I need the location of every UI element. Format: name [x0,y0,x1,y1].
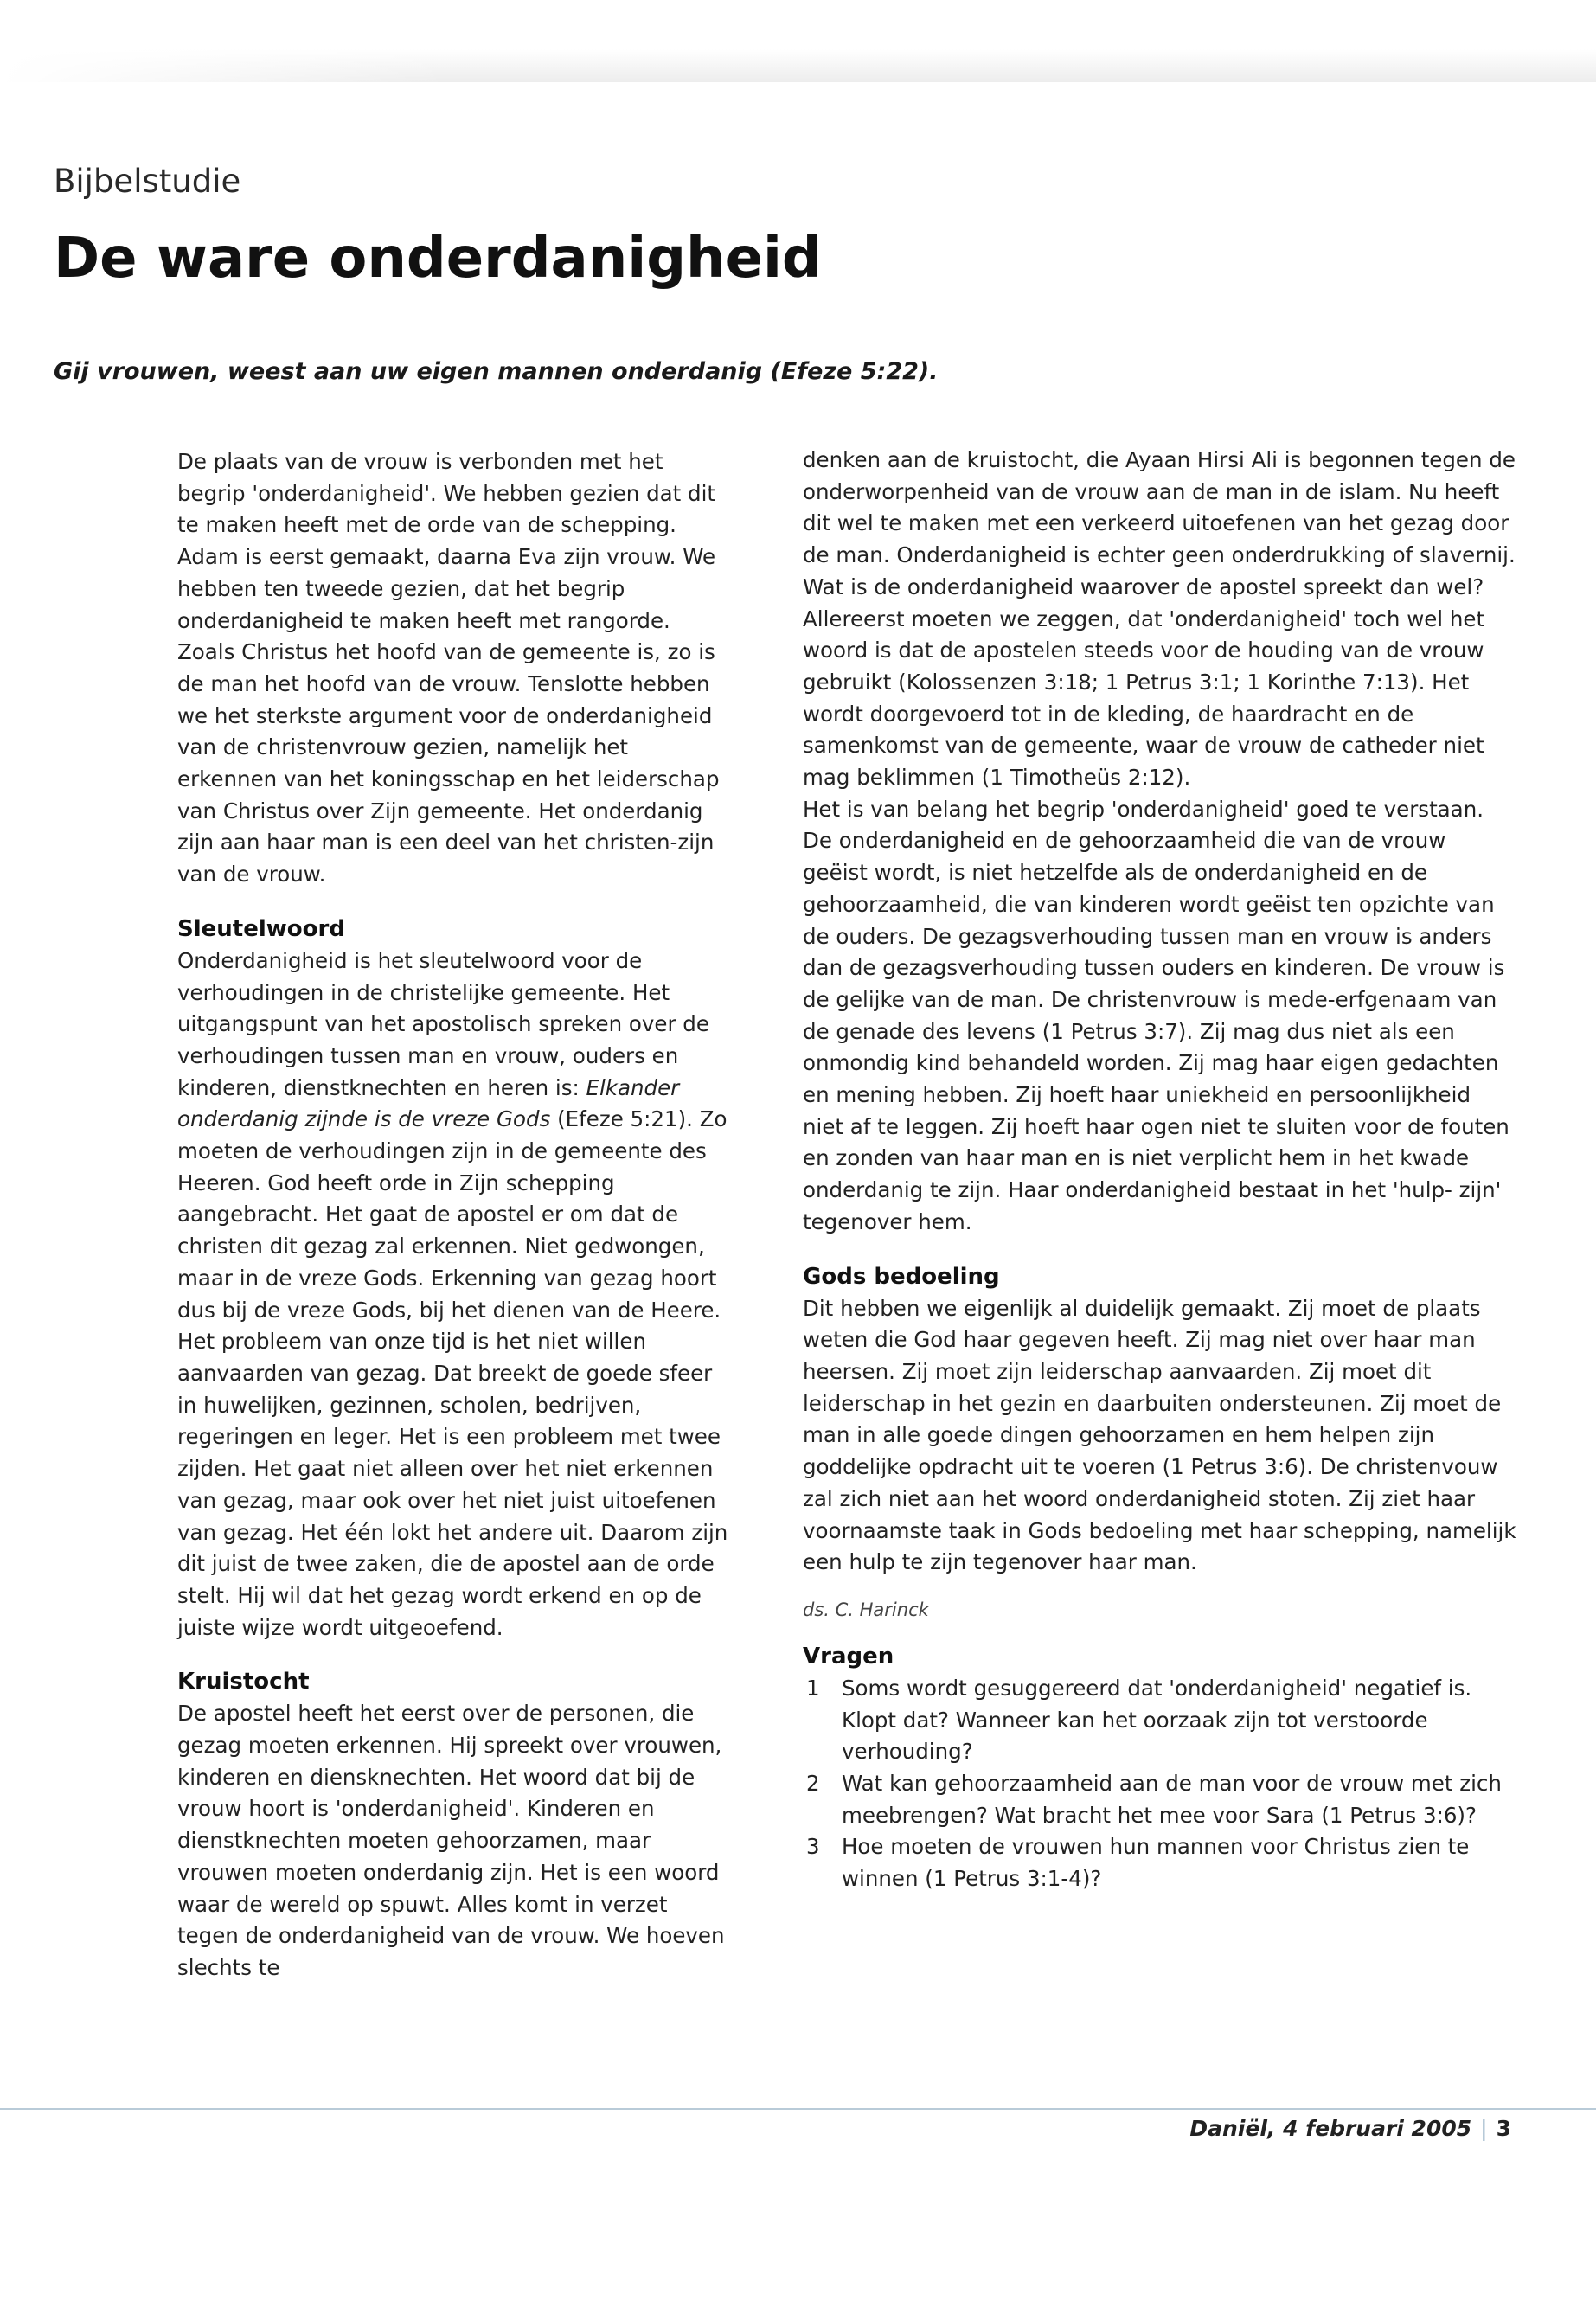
footer-publication: Daniël, 4 februari 2005 [1189,2116,1472,2141]
questions-list [803,1673,1516,1895]
left-column [177,446,731,1984]
sleutelwoord-paragraph [177,945,731,1644]
question-number: 1 [806,1675,820,1701]
sleutelwoord-text-2: (Efeze 5:21). Zo moeten de verhoudingen zijn in de gemeente des Heeren. God heeft orde in Zijn schepping aangebracht. Het gaat de apostel er om dat de christen dit gezag zal erkennen. Niet gedwongen, maar in de vreze Gods. Erkenning van gezag hoort dus bij de vreze Gods, bij het dienen van de Heere. Het probleem van onze tijd is het niet willen aanvaarden van gezag. Dat breekt de goede sfeer in huwelijken, gezinnen, scholen, bedrijven, regeringen en leger. Het is een probleem met twee zijden. Het gaat niet alleen over het niet erkennen van gezag, maar ook over het niet juist uitoefenen van gezag. Het één lokt het andere uit. Daarom zijn dit juist de twee zaken, die de apostel aan de orde stelt. Hij wil dat het gezag wordt erkend en op de juiste wijze wordt uitgeoefend. [177,1106,728,1640]
right-column [803,445,1516,1895]
question-number: 2 [806,1771,820,1797]
footer-separator: | [1480,2116,1488,2141]
kruistocht-paragraph-right-1: denken aan de kruistocht, die Ayaan Hirsi Ali is begonnen tegen de onderworpenheid van de vrouw aan de man in de islam. Nu heeft dit wel te maken met een verkeerd uitoefenen van het gezag door de man. Onderdanigheid is echter geen onderdrukking of slavernij. Wat is de onderdanigheid waarover de apostel spreekt dan wel? Allereerst moeten we zeggen, dat 'onderdanigheid' toch wel het woord is dat de apostelen steeds voor de houding van de vrouw gebruikt (Kolossenzen 3:18; 1 Petrus 3:1; 1 Korinthe 7:13). Het wordt doorgevoerd tot in de kleding, de haardracht en de samenkomst van de gemeente, waar de vrouw de catheder niet mag beklimmen (1 Timotheüs 2:12). [803,447,1516,791]
heading-kruistocht: Kruistocht [177,1669,310,1695]
section-label: Bijbelstudie [54,163,241,200]
question-item [803,1768,1516,1831]
question-text: Hoe moeten de vrouwen hun mannen voor Christus zien te winnen (1 Petrus 3:1-4)? [842,1834,1470,1892]
article-lead: Gij vrouwen, weest aan uw eigen mannen onderdanig (Efeze 5:22). [54,358,939,385]
page-footer [1189,2116,1511,2141]
page-number: 3 [1496,2116,1511,2141]
question-text: Wat kan gehoorzaamheid aan de man voor de vrouw met zich meebrengen? Wat bracht het mee voor Sara (1 Petrus 3:6)? [842,1771,1502,1828]
sleutelwoord-text-1: Onderdanigheid is het sleutelwoord voor de verhoudingen in de christelijke gemeente. Het uitgangspunt van het apostolisch spreken over de verhoudingen tussen man en vrouw, ouders en kinderen, dienstknechten en heren is: [177,947,709,1100]
question-number: 3 [806,1834,820,1860]
intro-paragraph: De plaats van de vrouw is verbonden met het begrip 'onderdanigheid'. We hebben gezien dat dit te maken heeft met de orde van de schepping. Adam is eerst gemaakt, daarna Eva zijn vrouw. We hebben ten tweede gezien, dat het begrip onderdanigheid te maken heeft met rangorde. Zoals Christus het hoofd van de gemeente is, zo is de man het hoofd van de vrouw. Tenslotte hebben we het sterkste argument voor de onderdanigheid van de christenvrouw gezien, namelijk het erkennen van het koningsschap en het leiderschap van Christus over Zijn gemeente. Het onderdanig zijn aan haar man is een deel van het christen-zijn van de vrouw. [177,449,720,888]
scan-shadow-fade [0,0,450,82]
article-title: De ware onderdanigheid [54,227,822,291]
question-item [803,1673,1516,1768]
question-text: Soms wordt gesuggereerd dat 'onderdanigheid' negatief is. Klopt dat? Wanneer kan het oorzaak zijn tot verstoorde verhouding? [842,1675,1472,1765]
question-item [803,1831,1516,1894]
gods-bedoeling-paragraph: Dit hebben we eigenlijk al duidelijk gemaakt. Zij moet de plaats weten die God haar gegeven heeft. Zij mag niet over haar man heersen. Zij moet zijn leiderschap aanvaarden. Zij moet dit leiderschap in het gezin en daarbuiten ondersteunen. Zij moet de man in alle goede dingen gehoorzamen en hem helpen zijn goddelijke opdracht uit te voeren (1 Petrus 3:6). De christenvouw zal zich niet aan het woord onderdanigheid stoten. Zij ziet haar voornaamste taak in Gods bedoeling met haar schepping, namelijk een hulp te zijn tegenover haar man. [803,1295,1516,1575]
sleutelwoord-quote: Elkander onderdanig zijnde is de vreze Gods [177,1074,680,1132]
footer-rule [0,2108,1596,2110]
kruistocht-paragraph-left: De apostel heeft het eerst over de personen, die gezag moeten erkennen. Hij spreekt over vrouwen, kinderen en diensknechten. Het woord dat bij de vrouw hoort is 'onderdanigheid'. Kinderen en dienstknechten moeten gehoorzamen, maar vrouwen moeten onderdanig zijn. Het is een woord waar de wereld op spuwt. Alles komt in verzet tegen de onderdanigheid van de vrouw. We hoeven slechts te [177,1701,725,1980]
heading-sleutelwoord: Sleutelwoord [177,915,345,942]
heading-gods-bedoeling: Gods bedoeling [803,1263,1000,1290]
kruistocht-paragraph-right-2: Het is van belang het begrip 'onderdanigheid' goed te verstaan. De onderdanigheid en de gehoorzaamheid die van de vrouw geëist wordt, is niet hetzelfde als de onderdanigheid en de gehoorzaamheid, die van kinderen wordt geëist ten opzichte van de ouders. De gezagsverhouding tussen man en vrouw is anders dan de gezagsverhouding tussen ouders en kinderen. De vrouw is de gelijke van de man. De christenvrouw is mede-erfgenaam van de genade des levens (1 Petrus 3:7). Zij mag dus niet als een onmondig kind behandeld worden. Zij mag haar eigen gedachten en mening hebben. Zij hoeft haar uniekheid en persoonlijkheid niet af te leggen. Zij hoeft haar ogen niet te sluiten voor de fouten en zonden van haar man en is niet verplicht hem in het kwade onderdanig te zijn. Haar onderdanigheid bestaat in het 'hulp- zijn' tegenover hem. [803,796,1509,1234]
heading-vragen: Vragen [803,1643,894,1670]
author-signature: ds. C. Harinck [803,1599,929,1620]
